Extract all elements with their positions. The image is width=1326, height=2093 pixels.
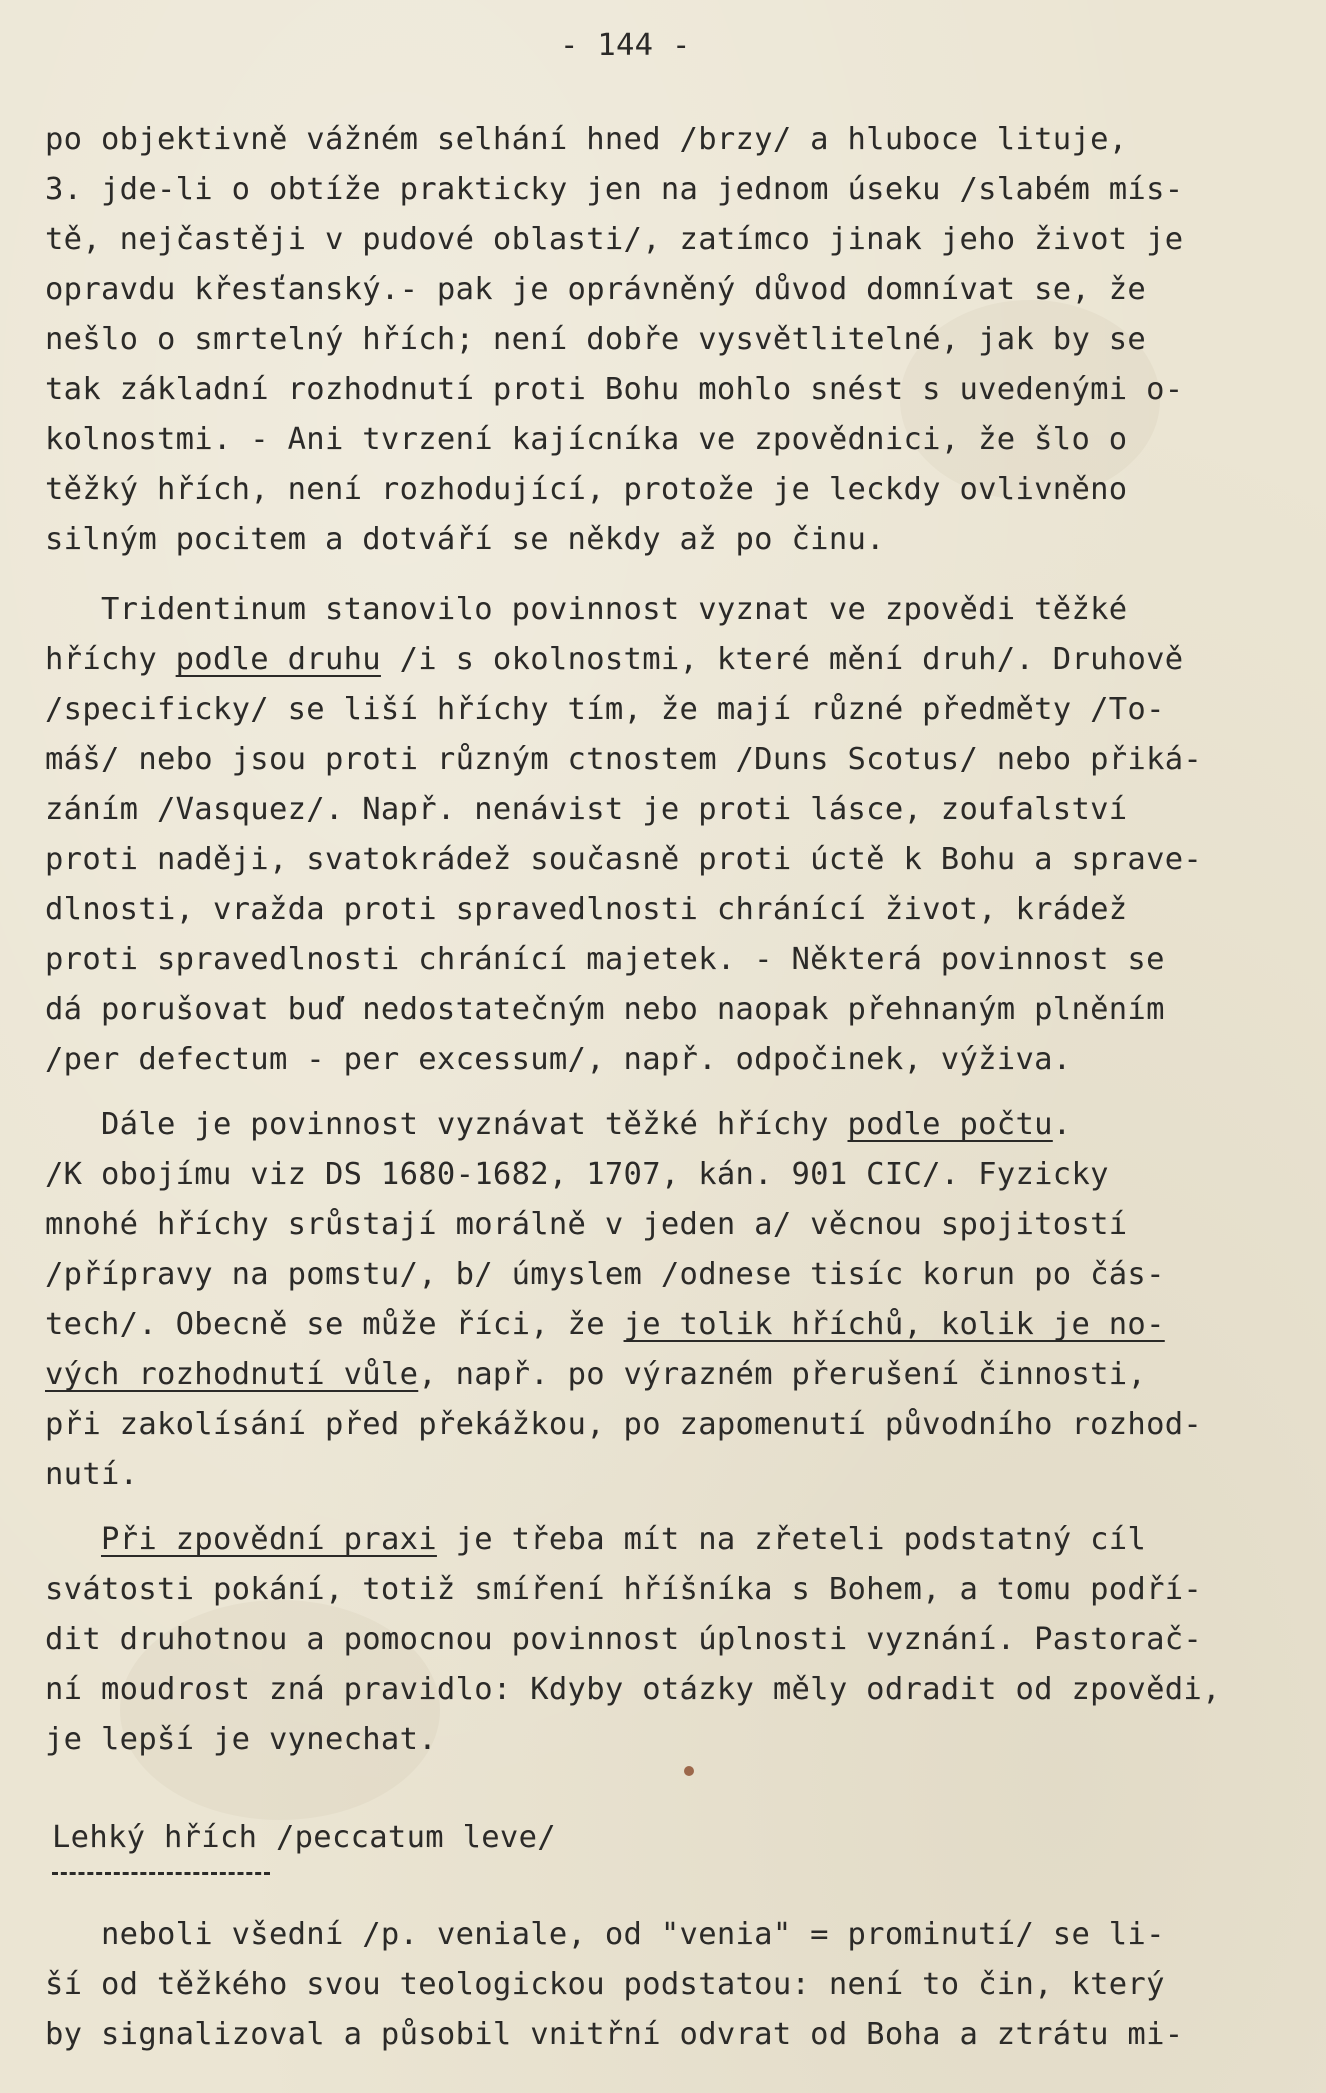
- text-line: [45, 1620, 1202, 1660]
- text-run: /specificky/ se liší hříchy tím, že mají různé předměty /To-: [45, 692, 1165, 727]
- text-line: [45, 120, 1127, 160]
- text-line: [45, 2015, 1183, 2055]
- text-line: [45, 1570, 1202, 1610]
- text-run: proti spravedlnosti chránící majetek. - Některá povinnost se: [45, 942, 1165, 977]
- text-line: [45, 940, 1165, 980]
- text-line: [45, 740, 1202, 780]
- text-line: [45, 890, 1127, 930]
- text-run: nutí.: [45, 1457, 139, 1492]
- text-run: /per defectum - per excessum/, např. odpočinek, výživa.: [45, 1042, 1072, 1077]
- text-run: /přípravy na pomstu/, b/ úmyslem /odnese tisíc korun po čás-: [45, 1257, 1165, 1292]
- text-run: ní moudrost zná pravidlo: Kdyby otázky měly odradit od zpovědi,: [45, 1672, 1221, 1707]
- text-run: /K obojímu viz DS 1680-1682, 1707, kán. 901 CIC/. Fyzicky: [45, 1157, 1109, 1192]
- text-line: [45, 1915, 1165, 1955]
- text-run: proti naději, svatokrádež současně proti úctě k Bohu a sprave-: [45, 842, 1203, 877]
- text-line: [45, 220, 1183, 260]
- text-run: , např. po výrazném přerušení činnosti,: [418, 1357, 1147, 1392]
- text-run: /i s okolnostmi, které mění druh/. Druhově: [380, 642, 1184, 677]
- text-line: [45, 990, 1165, 1030]
- text-run: záním /Vasquez/. Např. nenávist je proti lásce, zoufalství: [45, 792, 1128, 827]
- heading-underline: [52, 1872, 270, 1875]
- text-run: opravdu křesťanský.- pak je oprávněný důvod domnívat se, že: [45, 272, 1147, 307]
- text-line: [45, 1720, 437, 1760]
- text-line: [45, 590, 1127, 630]
- ink-spot: [684, 1766, 694, 1776]
- text-run: při zakolísání před překážkou, po zapomenutí původního rozhod-: [45, 1407, 1203, 1442]
- text-line: [45, 420, 1127, 460]
- text-run: je třeba mít na zřeteli podstatný cíl: [436, 1522, 1147, 1557]
- text-line: [45, 320, 1146, 360]
- text-run: dá porušovat buď nedostatečným nebo naopak přehnaným plněním: [45, 992, 1165, 1027]
- text-run: dlnosti, vražda proti spravedlnosti chránící život, krádež: [45, 892, 1128, 927]
- text-line: [45, 1355, 1146, 1395]
- text-line: [45, 690, 1165, 730]
- text-run: svátosti pokání, totiž smíření hříšníka s Bohem, a tomu podří-: [45, 1572, 1203, 1607]
- underlined-phrase: je tolik hříchů, kolik je no-: [623, 1307, 1165, 1342]
- text-run: 3. jde-li o obtíže prakticky jen na jednom úseku /slabém mís-: [45, 172, 1184, 207]
- text-line: [45, 270, 1146, 310]
- text-run: máš/ nebo jsou proti různým ctnostem /Duns Scotus/ nebo přiká-: [45, 742, 1203, 777]
- text-line: [45, 790, 1127, 830]
- text-line: [45, 170, 1183, 210]
- text-line: [45, 1255, 1165, 1295]
- text-run: dit druhotnou a pomocnou povinnost úplnosti vyznání. Pastorač-: [45, 1622, 1203, 1657]
- text-run: by signalizoval a působil vnitřní odvrat od Boha a ztrátu mi-: [45, 2017, 1184, 2052]
- text-line: [45, 1520, 1146, 1560]
- text-run: [45, 1522, 101, 1557]
- text-line: [45, 1105, 1071, 1145]
- text-line: [45, 640, 1183, 680]
- text-run: je lepší je vynechat.: [45, 1722, 437, 1757]
- text-run: ší od těžkého svou teologickou podstatou: není to čin, který: [45, 1967, 1165, 2002]
- text-run: Tridentinum stanovilo povinnost vyznat ve zpovědi těžké: [45, 592, 1128, 627]
- text-line: [45, 1040, 1071, 1080]
- underlined-phrase: podle počtu: [847, 1107, 1053, 1142]
- text-line: [45, 1305, 1165, 1345]
- text-run: silným pocitem a dotváří se někdy až po činu.: [45, 522, 885, 557]
- text-run: tě, nejčastěji v pudové oblasti/, zatímco jinak jeho život je: [45, 222, 1184, 257]
- text-run: .: [1052, 1107, 1072, 1142]
- text-run: neboli všední /p. veniale, od "venia" = prominutí/ se li-: [45, 1917, 1165, 1952]
- page-number: - 144 -: [560, 28, 691, 63]
- text-line: [45, 1670, 1221, 1710]
- underlined-phrase: Při zpovědní praxi: [101, 1522, 437, 1557]
- text-line: [45, 1155, 1109, 1195]
- text-line: [45, 370, 1183, 410]
- text-line: [45, 470, 1127, 510]
- text-line: [45, 1205, 1127, 1245]
- underlined-phrase: podle druhu: [175, 642, 381, 677]
- text-line: [45, 1455, 138, 1495]
- text-run: tech/. Obecně se může říci, že: [45, 1307, 624, 1342]
- text-run: tak základní rozhodnutí proti Bohu mohlo snést s uvedenými o-: [45, 372, 1184, 407]
- text-run: mnohé hříchy srůstají morálně v jeden a/ věcnou spojitostí: [45, 1207, 1128, 1242]
- text-line: [45, 1965, 1165, 2005]
- text-run: hříchy: [45, 642, 176, 677]
- text-run: po objektivně vážném selhání hned /brzy/ a hluboce lituje,: [45, 122, 1128, 157]
- text-run: Dále je povinnost vyznávat těžké hříchy: [45, 1107, 848, 1142]
- text-run: nešlo o smrtelný hřích; není dobře vysvětlitelné, jak by se: [45, 322, 1147, 357]
- text-line: [45, 1405, 1202, 1445]
- text-line: [45, 840, 1202, 880]
- section-heading: Lehký hřích /peccatum leve/: [52, 1820, 556, 1855]
- underlined-phrase: vých rozhodnutí vůle: [45, 1357, 419, 1392]
- text-run: kolnostmi. - Ani tvrzení kajícníka ve zpovědnici, že šlo o: [45, 422, 1128, 457]
- text-run: těžký hřích, není rozhodující, protože je leckdy ovlivněno: [45, 472, 1128, 507]
- text-line: [45, 520, 885, 560]
